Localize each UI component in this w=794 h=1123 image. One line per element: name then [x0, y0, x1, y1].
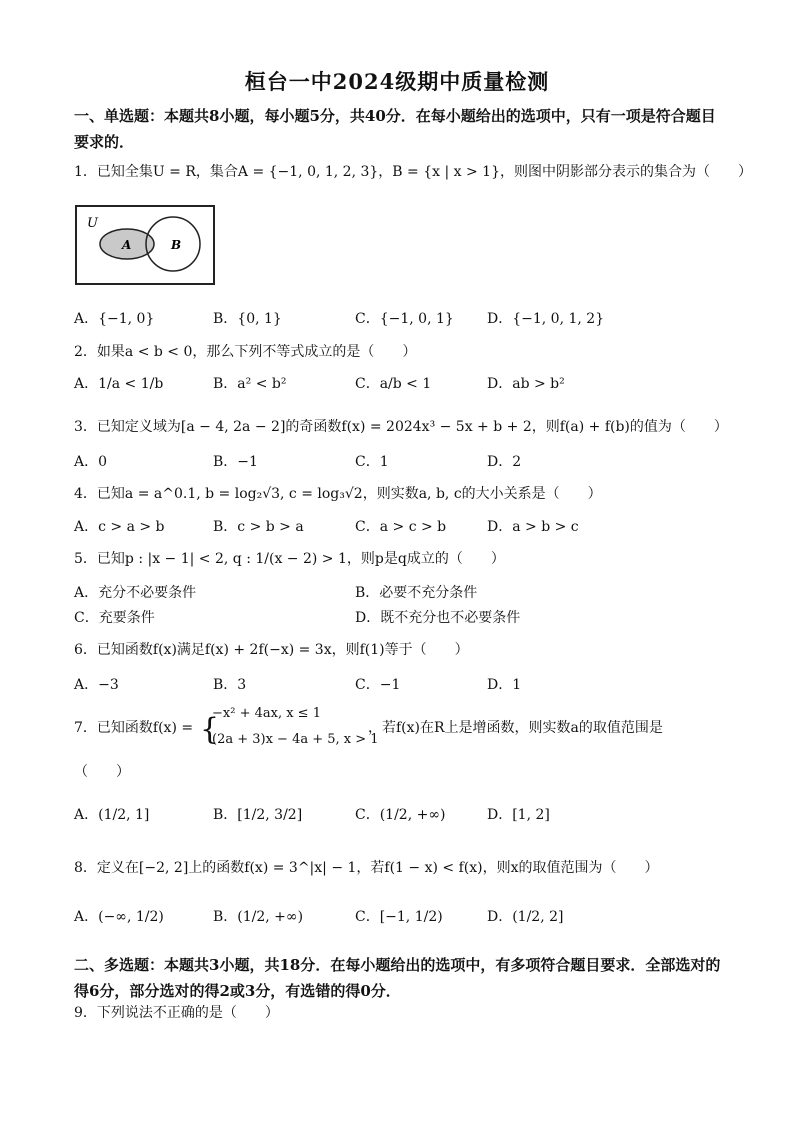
venn-b-label: B — [171, 238, 182, 252]
q5-option-a[interactable]: A．充分不必要条件 — [74, 585, 197, 601]
question-7-answer-blank: （ ） — [74, 764, 130, 780]
piecewise-brace: { — [200, 712, 220, 747]
q7-piece-2: (2a + 3)x − 4a + 5, x > 1 — [212, 732, 379, 747]
q8-option-d[interactable]: D．(1/2, 2] — [487, 909, 564, 925]
q6-option-b[interactable]: B．3 — [213, 677, 247, 693]
q5-option-c[interactable]: C．充要条件 — [74, 610, 155, 626]
question-8-stem: 8．定义在[−2, 2]上的函数f(x) = 3^|x| − 1，若f(1 − x) < f(x)，则x的取值范围为（ ） — [74, 860, 659, 876]
q7-option-b[interactable]: B．[1/2, 3/2] — [213, 807, 303, 823]
q7-option-a[interactable]: A．(1/2, 1] — [74, 807, 150, 823]
q7-piece-1: −x² + 4ax, x ≤ 1 — [212, 706, 321, 721]
venn-u-label: U — [87, 216, 98, 231]
venn-diagram — [75, 205, 215, 285]
q3-option-b[interactable]: B．−1 — [213, 454, 258, 470]
q8-option-c[interactable]: C．[−1, 1/2) — [355, 909, 443, 925]
q2-option-b[interactable]: B．a² < b² — [213, 376, 287, 392]
q8-option-a[interactable]: A．(−∞, 1/2) — [74, 909, 164, 925]
q7-option-c[interactable]: C．(1/2, +∞) — [355, 807, 446, 823]
q1-option-c[interactable]: C．{−1, 0, 1} — [355, 311, 454, 327]
question-7-stem-start: 7．已知函数f(x) = — [74, 720, 194, 736]
question-3-stem: 3．已知定义域为[a − 4, 2a − 2]的奇函数f(x) = 2024x³ − 5x + b + 2，则f(a) + f(b)的值为（ ） — [74, 419, 728, 435]
q4-option-b[interactable]: B．c > b > a — [213, 519, 304, 535]
page-title: 桓台一中2024级期中质量检测 — [244, 69, 550, 94]
q3-option-d[interactable]: D．2 — [487, 454, 522, 470]
question-7-stem-end: ，若f(x)在R上是增函数，则实数a的取值范围是 — [368, 720, 663, 736]
q4-option-a[interactable]: A．c > a > b — [74, 519, 165, 535]
q5-option-d[interactable]: D．既不充分也不必要条件 — [355, 610, 521, 626]
venn-a-label: A — [122, 238, 132, 252]
q1-option-b[interactable]: B．{0, 1} — [213, 311, 282, 327]
q6-option-a[interactable]: A．−3 — [74, 677, 119, 693]
section-multi-choice-heading: 二、多选题：本题共3小题，共18分．在每小题给出的选项中，有多项符合题目要求．全部选对的得6分，部分选对的得2或3分，有选错的得0分． — [74, 956, 721, 1000]
section-single-choice-heading: 一、单选题：本题共8小题，每小题5分，共40分．在每小题给出的选项中，只有一项是符合题目要求的． — [74, 107, 716, 151]
q4-option-d[interactable]: D．a > b > c — [487, 519, 579, 535]
q8-option-b[interactable]: B．(1/2, +∞) — [213, 909, 304, 925]
q2-option-d[interactable]: D．ab > b² — [487, 376, 565, 392]
q5-option-b[interactable]: B．必要不充分条件 — [355, 585, 478, 601]
q2-option-a[interactable]: A．1/a < 1/b — [74, 376, 164, 392]
question-4-stem: 4．已知a = a^0.1, b = log₂√3, c = log₃√2，则实数a, b, c的大小关系是（ ） — [74, 486, 602, 502]
q7-option-d[interactable]: D．[1, 2] — [487, 807, 550, 823]
q1-option-d[interactable]: D．{−1, 0, 1, 2} — [487, 311, 605, 327]
q6-option-d[interactable]: D．1 — [487, 677, 522, 693]
q4-option-c[interactable]: C．a > c > b — [355, 519, 447, 535]
question-9-stem: 9．下列说法不正确的是（ ） — [74, 1005, 279, 1021]
q6-option-c[interactable]: C．−1 — [355, 677, 401, 693]
question-5-stem: 5．已知p : |x − 1| < 2, q : 1/(x − 2) > 1，则p是q成立的（ ） — [74, 551, 505, 567]
question-2-stem: 2．如果a < b < 0，那么下列不等式成立的是（ ） — [74, 344, 417, 360]
q3-option-c[interactable]: C．1 — [355, 454, 389, 470]
q2-option-c[interactable]: C．a/b < 1 — [355, 376, 432, 392]
question-6-stem: 6．已知函数f(x)满足f(x) + 2f(−x) = 3x，则f(1)等于（ ） — [74, 642, 469, 658]
q3-option-a[interactable]: A．0 — [74, 454, 108, 470]
q1-option-a[interactable]: A．{−1, 0} — [74, 311, 155, 327]
question-1-stem: 1．已知全集U = R，集合A = {−1, 0, 1, 2, 3}，B = {x | x > 1}，则图中阴影部分表示的集合为（ ） — [74, 164, 752, 180]
